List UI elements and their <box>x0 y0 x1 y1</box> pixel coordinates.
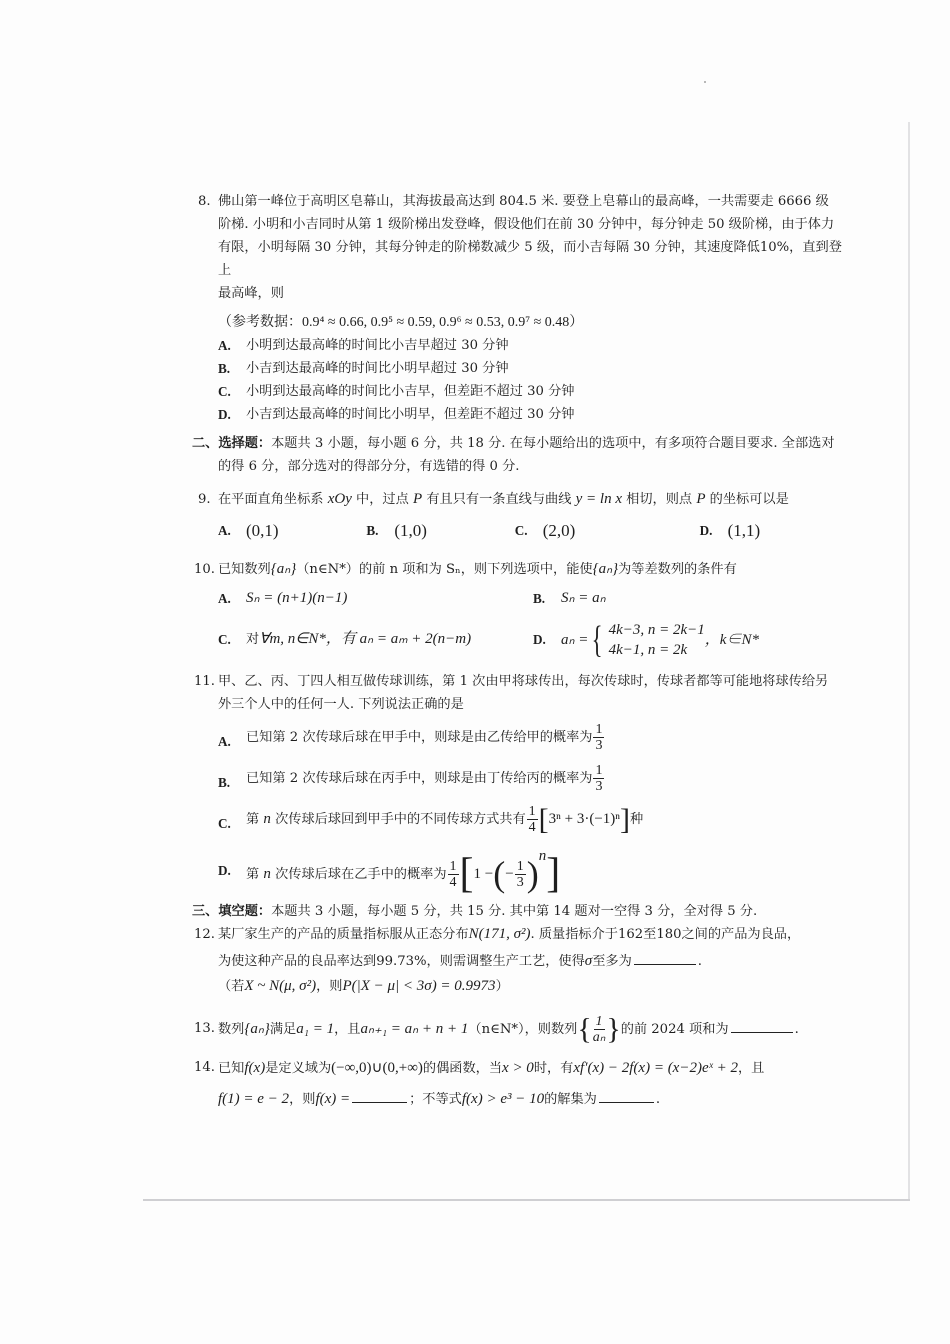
question-number: 9. <box>198 492 211 507</box>
options-row <box>218 519 848 544</box>
option-c[interactable] <box>218 620 533 660</box>
stem-text: 相切，则点 <box>621 492 697 507</box>
question-13 <box>194 1012 848 1047</box>
question-stem-line: 甲、乙、丙、丁四人相互做传球训练，第 1 次由甲将球传出，每次传球时，传球者都等可能地将球传给另 <box>218 674 829 689</box>
punctuation: . <box>697 954 702 969</box>
option-text: 已知第 2 次传球后球在丙手中，则球是由丁传给丙的概率为 <box>246 771 593 786</box>
math-expression: 1 − <box>473 866 494 882</box>
section-instructions: 本题共 3 小题，每小题 5 分，共 15 分. 其中第 14 题对一空得 3 分，全对得 5 分. <box>271 904 758 919</box>
stem-text: 中，过点 <box>351 492 413 507</box>
numerator: 1 <box>528 804 536 819</box>
option-text: 次传球后球回到甲手中的不同传球方式共有 <box>270 812 526 827</box>
option-label: B. <box>366 523 379 538</box>
option-text: 已知第 2 次传球后球在甲手中，则球是由乙传给甲的概率为 <box>246 730 593 745</box>
math-expression: x > 0 <box>502 1060 534 1076</box>
question-14 <box>194 1053 848 1115</box>
option-label: C. <box>218 816 231 831</box>
option-label: B. <box>218 775 231 790</box>
math-var: xOy <box>327 491 352 507</box>
option-label: B. <box>533 591 546 606</box>
option-b[interactable] <box>218 763 848 794</box>
math-lhs: aₙ = <box>561 631 589 648</box>
numerator: 1 <box>449 859 457 874</box>
stem-text: 为等差数列的条件有 <box>618 562 737 577</box>
option-d[interactable] <box>700 519 848 544</box>
question-number: 14. <box>194 1060 215 1075</box>
question-11 <box>194 670 848 716</box>
right-bracket: ] <box>546 851 561 897</box>
exponent: n <box>538 848 547 864</box>
option-b[interactable] <box>533 587 848 610</box>
stem-text: 是定义域为 <box>265 1061 332 1076</box>
denominator: 3 <box>595 779 603 794</box>
option-a[interactable] <box>218 587 533 610</box>
fraction <box>527 804 538 835</box>
left-bracket: [ <box>538 803 549 836</box>
fraction <box>593 722 604 753</box>
section-instructions: 本题共 3 小题，每小题 6 分，共 18 分. 在每小题给出的选项中，有多项符合题目要求. 全部选对 <box>271 436 835 451</box>
option-text: Sₙ = (n+1)(n−1) <box>246 590 348 606</box>
math-var: P <box>413 491 423 507</box>
option-label: C. <box>218 632 231 647</box>
stem-text: ，且 <box>334 1022 361 1037</box>
section-instructions-cont: 的得 6 分，部分选对的得部分分，有选错的得 0 分. <box>218 459 520 474</box>
denominator: 4 <box>528 820 536 835</box>
question-10 <box>194 558 848 581</box>
option-label: C. <box>218 384 231 399</box>
math-expression: (−∞,0)∪(0,+∞) <box>331 1060 423 1076</box>
exam-page-content <box>192 190 848 1115</box>
option-suffix: 种 <box>630 812 644 827</box>
page-border-right <box>908 122 910 1200</box>
piecewise-expression <box>561 620 759 660</box>
stem-text: 时，有 <box>533 1061 574 1076</box>
question-9 <box>198 488 848 511</box>
fraction <box>593 763 604 794</box>
stem-text: （n∈N*）的前 n 项和为 Sₙ，则下列选项中，能使 <box>296 562 593 577</box>
stem-text: 已知数列 <box>218 562 271 577</box>
math-expression: xf′(x) − 2f(x) = (x−2)eˣ + 2 <box>573 1060 738 1076</box>
stem-text: 为使这种产品的良品率达到99.73%，则需调整生产工艺，使得 <box>218 954 585 969</box>
option-b[interactable] <box>366 519 514 544</box>
option-d[interactable] <box>533 620 848 660</box>
math-expression: a₁ = 1 <box>296 1021 335 1037</box>
question-stem-line: 有限，小明每隔 30 分钟，其每分钟走的阶梯数减少 5 级，而小吉每隔 30 分钟，其速度降低10%，直到登上 <box>218 240 842 278</box>
math-expression: X ~ N(μ, σ²) <box>244 978 317 994</box>
punctuation: . <box>655 1092 661 1107</box>
numerator: 1 <box>595 1014 603 1029</box>
reference-data: （参考数据：0.9⁴ ≈ 0.66, 0.9⁵ ≈ 0.59, 0.9⁶ ≈ 0.53, 0.9⁷ ≈ 0.48） <box>218 315 584 330</box>
option-text: 第 <box>246 812 264 827</box>
stem-text: 的前 2024 项和为 <box>620 1022 729 1037</box>
answer-blank[interactable] <box>634 950 696 965</box>
option-label: A. <box>218 591 231 606</box>
math-expression: {aₙ} <box>270 561 297 577</box>
math-expression: {aₙ} <box>592 561 619 577</box>
stem-text: 已知 <box>218 1061 245 1076</box>
option-a[interactable] <box>218 334 848 357</box>
math-expression: N(171, σ²) <box>468 926 531 942</box>
math-expression: aₙ₊₁ = aₙ + n + 1 <box>360 1021 469 1037</box>
math-expression: f(1) = e − 2 <box>218 1091 290 1107</box>
option-text: 小明到达最高峰的时间比小吉早超过 30 分钟 <box>246 338 509 353</box>
option-text: 第 <box>246 867 264 882</box>
question-number: 11. <box>194 674 215 689</box>
option-label: B. <box>218 361 231 376</box>
denominator: 3 <box>516 875 524 890</box>
math-expression: f(x) <box>244 1060 266 1076</box>
option-text: 小吉到达最高峰的时间比小明早超过 30 分钟 <box>246 361 509 376</box>
denominator: 4 <box>449 875 457 890</box>
left-brace: { <box>592 619 603 661</box>
option-a[interactable] <box>218 519 366 544</box>
right-bracket: ] <box>620 803 631 836</box>
stem-text: 满足 <box>269 1022 297 1037</box>
section-heading-fill-in <box>192 900 848 923</box>
case-line: 4k−1, n = 2k <box>608 642 688 658</box>
question-stem-line: 佛山第一峰位于高明区皂幕山，其海拔最高达到 804.5 米. 要登上皂幕山的最高峰，一共需要走 6666 级 <box>218 194 829 209</box>
fraction <box>515 859 526 890</box>
option-text: ∀m, n∈N*，有 aₙ = aₘ + 2(n−m) <box>259 631 472 647</box>
math-var: P <box>696 491 706 507</box>
math-var: n <box>263 811 271 827</box>
option-c[interactable] <box>218 380 848 403</box>
options-row <box>218 620 848 660</box>
math-expression: P(|X − μ| < 3σ) = 0.9973 <box>342 978 496 994</box>
denominator: aₙ <box>592 1030 606 1045</box>
math-var: n <box>263 866 271 882</box>
option-label: A. <box>218 734 231 749</box>
stem-text: 在平面直角坐标系 <box>218 492 328 507</box>
fraction <box>448 859 459 890</box>
question-stem-line: 外三个人中的任何一人. 下列说法正确的是 <box>218 697 464 712</box>
question-number: 10. <box>194 562 215 577</box>
stem-text: . 质量指标介于162至180之间的产品为良品， <box>530 927 801 942</box>
section-title: 二、选择题： <box>192 436 272 451</box>
fraction <box>593 1014 606 1045</box>
option-label: D. <box>218 863 231 878</box>
question-number: 12. <box>194 927 215 942</box>
option-label: A. <box>218 338 231 353</box>
section-title: 三、填空题： <box>192 904 272 919</box>
option-text: (0,1) <box>246 521 279 540</box>
option-text: 次传球后球在乙手中的概率为 <box>270 867 447 882</box>
punctuation: . <box>794 1022 799 1037</box>
question-number: 8. <box>198 194 211 209</box>
numerator: 1 <box>516 859 524 874</box>
stem-text: 数列 <box>218 1022 245 1037</box>
question-12 <box>194 923 848 998</box>
stem-text: 的解集为 <box>544 1092 597 1107</box>
stem-text: （n∈N*），则数列 <box>468 1022 578 1037</box>
left-bracket: [ <box>459 851 474 897</box>
option-label: D. <box>699 523 713 538</box>
page-divider-bottom <box>143 1199 910 1201</box>
cases <box>609 620 705 660</box>
answer-blank[interactable] <box>731 1018 793 1033</box>
option-text: (1,0) <box>394 521 427 540</box>
math-expression: {aₙ} <box>244 1021 270 1037</box>
option-label: A. <box>218 523 231 538</box>
stem-text: ，且 <box>737 1061 765 1076</box>
option-prefix: 对 <box>246 632 260 647</box>
option-text: Sₙ = aₙ <box>561 590 606 606</box>
stem-text: ，则 <box>289 1092 316 1107</box>
hint-text: ，则 <box>316 979 343 994</box>
option-b[interactable] <box>218 357 848 380</box>
math-expression: f(x) > e³ − 10 <box>461 1091 545 1107</box>
question-stem-line: 阶梯. 小明和小吉同时从第 1 级阶梯出发登峰，假设他们在前 30 分钟中，每分钟走 50 级阶梯，由于体力 <box>218 217 835 232</box>
question-stem-line: 最高峰，则 <box>218 286 284 301</box>
question-number: 13. <box>194 1021 215 1036</box>
section-heading-multiple-choice <box>192 432 848 455</box>
left-brace: { <box>577 1012 592 1046</box>
right-brace: } <box>606 1012 621 1046</box>
stem-text: 的坐标可以是 <box>705 492 789 507</box>
option-d[interactable]: D. 第 n 次传球后球在乙手中的概率为 $\frac{1}{4}$ [1 −(− $\frac{1}{3}$ )$^n$] <box>218 848 561 897</box>
numerator: 1 <box>595 763 603 778</box>
option-label: D. <box>218 407 231 422</box>
stem-text: 某厂家生产的产品的质量指标服从正态分布 <box>218 927 469 942</box>
math-expression: 3ⁿ + 3·(−1)ⁿ <box>548 811 621 827</box>
option-c[interactable] <box>218 804 848 835</box>
case-line: 4k−3, n = 2k−1 <box>608 622 705 638</box>
option-text: (2,0) <box>542 521 576 540</box>
left-paren: ( <box>493 854 506 894</box>
numerator: 1 <box>595 722 603 737</box>
option-a[interactable] <box>218 722 848 753</box>
stem-text: 有且只有一条直线与曲线 <box>422 492 576 507</box>
hint-text: （若 <box>218 979 245 994</box>
answer-blank-2[interactable] <box>599 1088 654 1103</box>
option-text: 小明到达最高峰的时间比小吉早，但差距不超过 30 分钟 <box>246 384 575 399</box>
right-paren: ) <box>526 854 539 894</box>
option-text: 小吉到达最高峰的时间比小明早，但差距不超过 30 分钟 <box>246 407 575 422</box>
question-8 <box>198 190 848 334</box>
math-expression: y = ln x <box>575 491 622 507</box>
option-text: (1,1) <box>727 521 761 540</box>
math-suffix: ，k∈N* <box>704 631 759 648</box>
denominator: 3 <box>595 738 603 753</box>
option-c[interactable] <box>515 519 700 544</box>
math-expression: f(x) = <box>315 1091 351 1107</box>
stem-text: 的偶函数，当 <box>422 1061 503 1076</box>
option-d[interactable] <box>218 403 848 426</box>
option-label: D. <box>533 632 546 647</box>
answer-blank-1[interactable] <box>352 1088 407 1103</box>
option-label: C. <box>514 523 528 538</box>
hint-text: ） <box>495 979 509 994</box>
options-row <box>218 587 848 610</box>
stem-text: ；不等式 <box>409 1092 462 1107</box>
scan-speck <box>704 81 706 83</box>
math-var: σ <box>584 953 593 969</box>
stem-text: 至多为 <box>592 954 632 969</box>
